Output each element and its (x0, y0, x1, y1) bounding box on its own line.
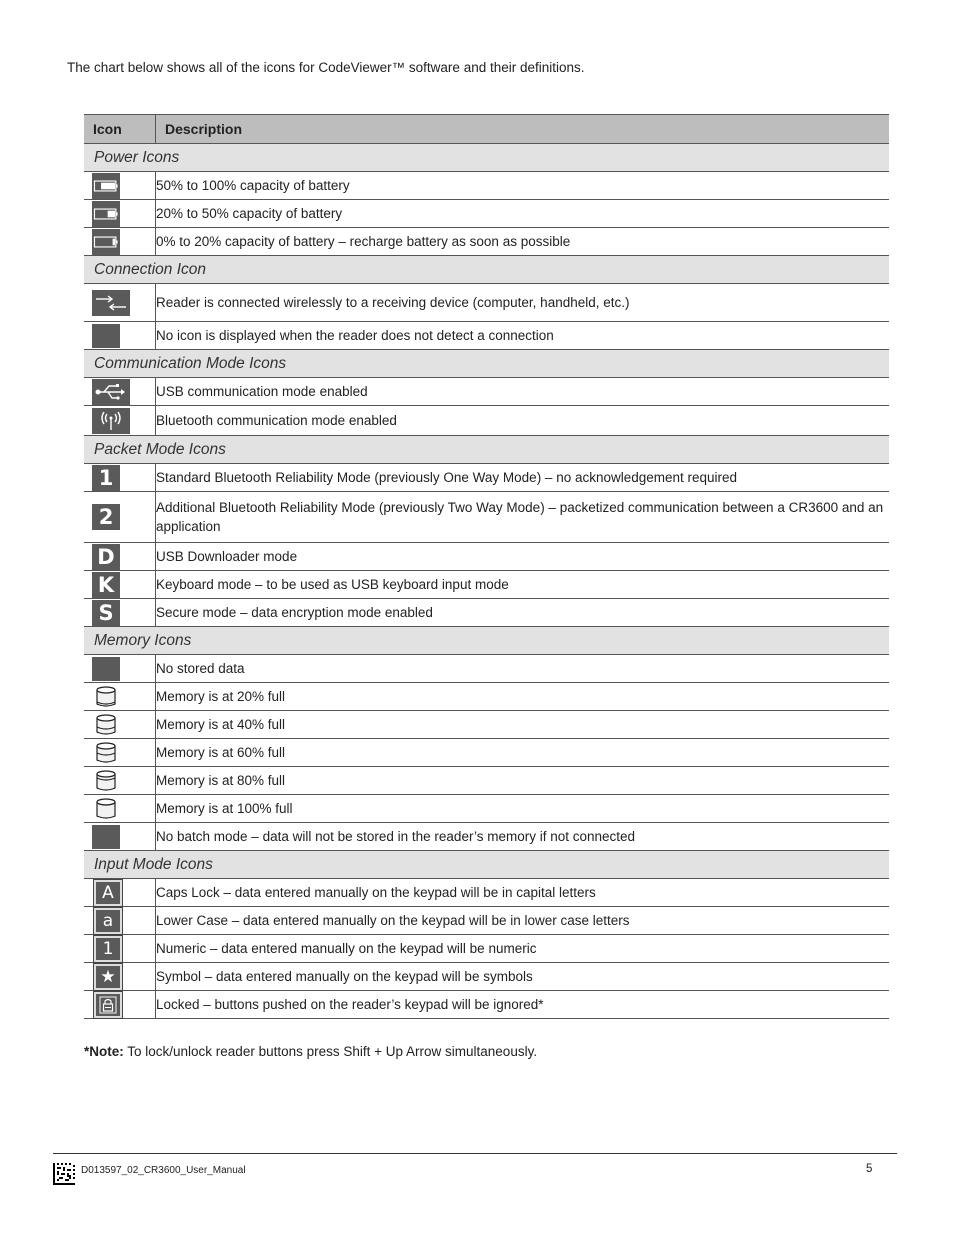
section-title: Power Icons (84, 144, 889, 172)
icon-cell (84, 378, 156, 406)
table-header-row (84, 115, 889, 144)
icon-cell (84, 543, 156, 571)
row-description: No stored data (156, 655, 890, 683)
table-row (84, 879, 889, 907)
table-row (84, 739, 889, 767)
table-row (84, 767, 889, 795)
usb-icon (92, 379, 130, 405)
table-row (84, 322, 889, 350)
row-description: No icon is displayed when the reader does not detect a connection (156, 322, 890, 350)
icon-cell (84, 739, 156, 767)
caps-lock-icon: A (94, 880, 122, 906)
section-title: Input Mode Icons (84, 851, 889, 879)
header-icon: Icon (84, 115, 156, 144)
row-description: Memory is at 40% full (156, 711, 890, 739)
section-title: Communication Mode Icons (84, 350, 889, 378)
icon-cell (84, 935, 156, 963)
table-row (84, 599, 889, 627)
section-header (84, 436, 889, 464)
row-description: Reader is connected wirelessly to a receiving device (computer, handheld, etc.) (156, 284, 890, 322)
row-description: No batch mode – data will not be stored in the reader’s memory if not connected (156, 823, 890, 851)
row-description: Memory is at 80% full (156, 767, 890, 795)
table-row (84, 172, 889, 200)
icon-cell (84, 963, 156, 991)
packet-mode-2-icon: 2 (92, 504, 120, 530)
table-row (84, 284, 889, 322)
table-row (84, 823, 889, 851)
section-title: Memory Icons (84, 627, 889, 655)
table-row (84, 464, 889, 492)
section-header (84, 851, 889, 879)
row-description: Lower Case – data entered manually on the keypad will be in lower case letters (156, 907, 890, 935)
icon-cell (84, 991, 156, 1019)
row-description: Additional Bluetooth Reliability Mode (previously Two Way Mode) – packetized communication between a CR3600 and an application (156, 492, 890, 543)
connection-arrows-icon (92, 290, 130, 316)
table-row (84, 571, 889, 599)
icon-cell (84, 406, 156, 436)
blank-icon (92, 324, 120, 348)
table-row (84, 795, 889, 823)
intro-text: The chart below shows all of the icons for CodeViewer™ software and their definitions. (67, 60, 585, 75)
icon-cell (84, 683, 156, 711)
section-header (84, 144, 889, 172)
packet-mode-1-icon: 1 (92, 465, 120, 491)
table-row (84, 935, 889, 963)
table-row (84, 963, 889, 991)
icon-cell (84, 599, 156, 627)
keyboard-mode-k-icon: K (92, 572, 120, 598)
row-description: USB Downloader mode (156, 543, 890, 571)
symbol-icon: ★ (94, 964, 122, 990)
row-description: Locked – buttons pushed on the reader’s keypad will be ignored* (156, 991, 890, 1019)
table-row (84, 200, 889, 228)
table-row (84, 711, 889, 739)
table-row (84, 406, 889, 436)
row-description: Memory is at 100% full (156, 795, 890, 823)
row-description: Secure mode – data encryption mode enabled (156, 599, 890, 627)
icon-cell (84, 492, 156, 543)
row-description: Memory is at 60% full (156, 739, 890, 767)
table-row (84, 991, 889, 1019)
page-number: 5 (866, 1163, 873, 1175)
row-description: Symbol – data entered manually on the keypad will be symbols (156, 963, 890, 991)
lower-case-icon: a (94, 908, 122, 934)
table-row (84, 228, 889, 256)
datamatrix-barcode-icon (53, 1163, 75, 1185)
icon-cell (84, 907, 156, 935)
usb-downloader-d-icon: D (92, 544, 120, 570)
icon-cell (84, 200, 156, 228)
section-header (84, 627, 889, 655)
secure-mode-s-icon: S (92, 600, 120, 626)
memory-60-icon (92, 740, 120, 766)
memory-40-icon (92, 712, 120, 738)
battery-low-icon (92, 229, 120, 255)
numeric-icon: 1 (94, 936, 122, 962)
row-description: Bluetooth communication mode enabled (156, 406, 890, 436)
document-id: D013597_02_CR3600_User_Manual (81, 1165, 246, 1176)
icon-cell (84, 228, 156, 256)
table-row (84, 378, 889, 406)
icon-cell (84, 571, 156, 599)
footer-rule (53, 1153, 897, 1154)
icon-cell (84, 464, 156, 492)
memory-80-icon (92, 768, 120, 794)
battery-half-icon (92, 201, 120, 227)
note-label: *Note: (84, 1044, 124, 1059)
table-row (84, 907, 889, 935)
icon-cell (84, 795, 156, 823)
icon-cell (84, 711, 156, 739)
section-header (84, 256, 889, 284)
icon-cell (84, 767, 156, 795)
icon-cell (84, 823, 156, 851)
row-description: 20% to 50% capacity of battery (156, 200, 890, 228)
icon-cell (84, 655, 156, 683)
row-description: Memory is at 20% full (156, 683, 890, 711)
table-body (84, 144, 889, 1019)
header-description: Description (156, 115, 890, 144)
row-description: 0% to 20% capacity of battery – recharge battery as soon as possible (156, 228, 890, 256)
lock-note (84, 1044, 537, 1059)
row-description: USB communication mode enabled (156, 378, 890, 406)
row-description: Keyboard mode – to be used as USB keyboard input mode (156, 571, 890, 599)
section-header (84, 350, 889, 378)
battery-full-icon (92, 173, 120, 199)
lock-icon (94, 992, 122, 1018)
icon-cell (84, 284, 156, 322)
icon-cell (84, 172, 156, 200)
note-text: To lock/unlock reader buttons press Shift + Up Arrow simultaneously. (123, 1044, 538, 1059)
row-description: Numeric – data entered manually on the keypad will be numeric (156, 935, 890, 963)
blank-icon (92, 657, 120, 681)
memory-100-icon (92, 796, 120, 822)
table-row (84, 543, 889, 571)
memory-20-icon (92, 684, 120, 710)
row-description: Caps Lock – data entered manually on the keypad will be in capital letters (156, 879, 890, 907)
section-title: Connection Icon (84, 256, 889, 284)
table-row (84, 655, 889, 683)
icon-cell (84, 322, 156, 350)
row-description: Standard Bluetooth Reliability Mode (previously One Way Mode) – no acknowledgement required (156, 464, 890, 492)
row-description: 50% to 100% capacity of battery (156, 172, 890, 200)
section-title: Packet Mode Icons (84, 436, 889, 464)
bluetooth-antenna-icon (92, 408, 130, 434)
icon-cell (84, 879, 156, 907)
table-row (84, 683, 889, 711)
icon-definitions-table (84, 114, 889, 1019)
table-row (84, 492, 889, 543)
blank-icon (92, 825, 120, 849)
